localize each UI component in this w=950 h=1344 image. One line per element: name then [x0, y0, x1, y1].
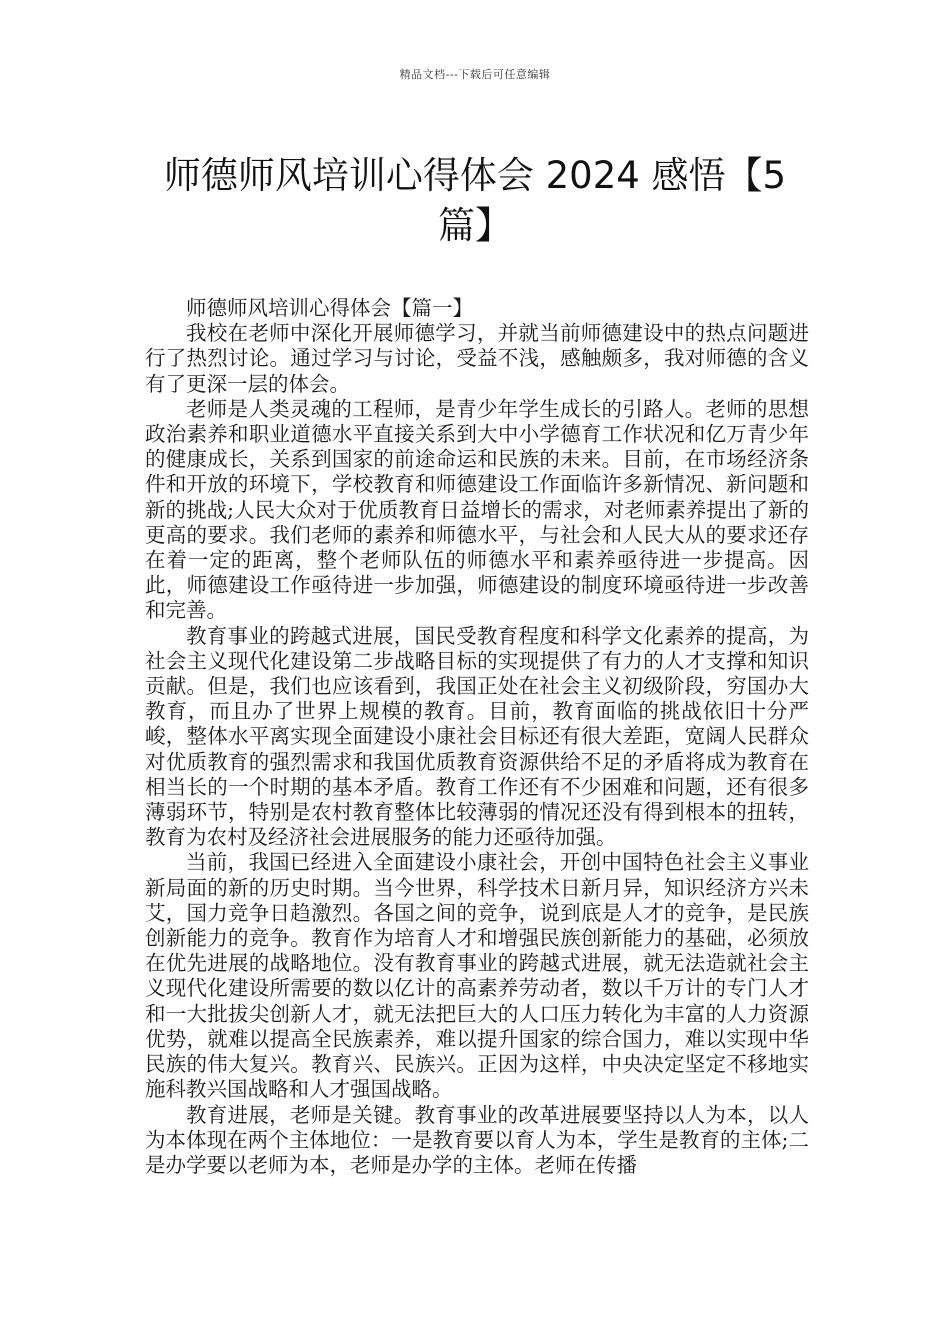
paragraph: 当前，我国已经进入全面建设小康社会，开创中国特色社会主义事业新局面的新的历史时期。当今世界，科学技术日新月异，知识经济方兴未艾，国力竞争日趋激烈。各国之间的竞争，说到底是人才的竞争，是民族创新能力的竞争。教育作为培育人才和增强民族创新能力的基础，必须放在优先进展的战略地位。没有教育事业的跨越式进展，就无法造就社会主义现代化建设所需要的数以亿计的高素养劳动者，数以千万计的专门人才和一大批拔尖创新人才，就无法把巨大的人口压力转化为丰富的人力资源优势，就难以提高全民族素养，难以提升国家的综合国力，难以实现中华民族的伟大复兴。教育兴、民族兴。正因为这样，中央决定坚定不移地实施科教兴国战略和人才强国战略。	[145, 850, 809, 1102]
document-title: 师德师风培训心得体会 2024 感悟【5篇】	[163, 153, 787, 247]
paragraph: 老师是人类灵魂的工程师，是青少年学生成长的引路人。老师的思想政治素养和职业道德水平直接关系到大中小学德育工作状况和亿万青少年的健康成长，关系到国家的前途命运和民族的未来。目前，在市场经济条件和开放的环境下，学校教育和师德建设工作面临许多新情况、新问题和新的挑战;人民大众对于优质教育日益增长的需求，对老师素养提出了新的更高的要求。我们老师的素养和师德水平，与社会和人民大从的要求还存在着一定的距离，整个老师队伍的师德水平和素养亟待进一步提高。因此，师德建设工作亟待进一步加强，师德建设的制度环境亟待进一步改善和完善。	[145, 396, 809, 623]
paragraph: 我校在老师中深化开展师德学习，并就当前师德建设中的热点问题进行了热烈讨论。通过学习与讨论，受益不浅，感触颇多，我对师德的含义有了更深一层的体会。	[145, 321, 809, 396]
paragraph: 教育进展，老师是关键。教育事业的改革进展要坚持以人为本，以人为本体现在两个主体地位：一是教育要以育人为本，学生是教育的主体;二是办学要以老师为本，老师是办学的主体。老师在传播	[145, 1102, 809, 1177]
paragraph: 教育事业的跨越式进展，国民受教育程度和科学文化素养的提高，为社会主义现代化建设第二步战略目标的实现提供了有力的人才支撑和知识贡献。但是，我们也应该看到，我国正处在社会主义初级阶段，穷国办大教育，而且办了世界上规模的教育。目前，教育面临的挑战依旧十分严峻，整体水平离实现全面建设小康社会目标还有很大差距，宽阔人民群众对优质教育的强烈需求和我国优质教育资源供给不足的矛盾将成为教育在相当长的一个时期的基本矛盾。教育工作还有不少困难和问题，还有很多薄弱环节，特别是农村教育整体比较薄弱的情况还没有得到根本的扭转，教育为农村及经济社会进展服务的能力还亟待加强。	[145, 623, 809, 850]
section-heading: 师德师风培训心得体会【篇一】	[186, 296, 473, 320]
document-body	[145, 296, 809, 1178]
header-note: 精品文档---下载后可任意编辑	[399, 68, 551, 81]
